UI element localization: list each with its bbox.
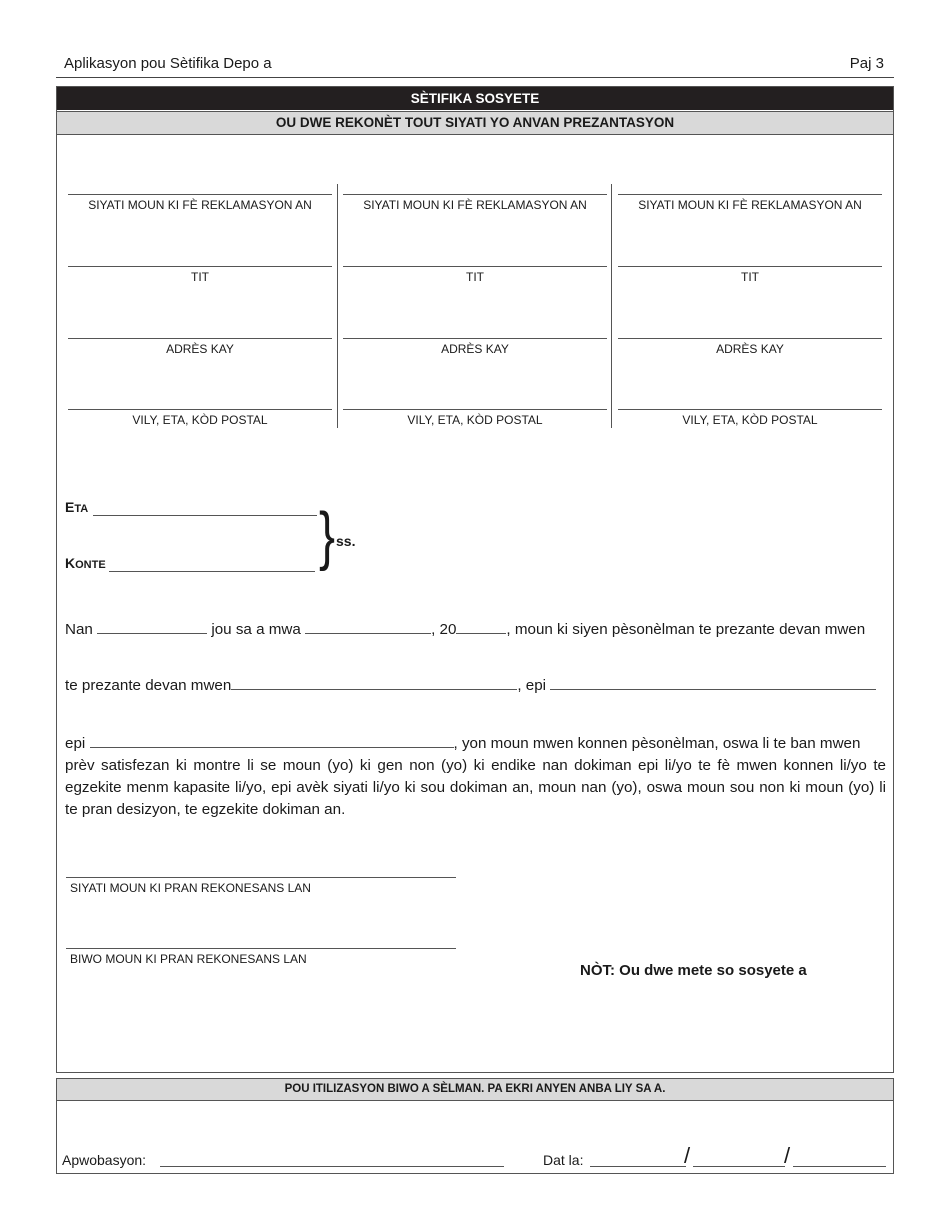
- appeared-second-input[interactable]: [550, 675, 876, 690]
- approval-label: Apwobasyon:: [62, 1152, 147, 1168]
- appeared-prefix: te prezante devan mwen: [65, 677, 232, 694]
- date-separator-icon: /: [784, 1143, 791, 1168]
- city-caption: VILY, ETA, KÒD POSTAL: [682, 413, 818, 427]
- address-caption: ADRÈS KAY: [441, 342, 509, 356]
- signature-caption: SIYATI MOUN KI FÈ REKLAMASYON AN: [88, 198, 312, 212]
- known-prefix: epi: [65, 735, 86, 752]
- approval-input-line[interactable]: [160, 1166, 504, 1167]
- certificate-subtitle: OU DWE REKONÈT TOUT SIYATI YO ANVAN PREZANTASYON: [57, 111, 893, 135]
- title-caption: TIT: [741, 270, 759, 284]
- signature-line[interactable]: [68, 194, 332, 195]
- city-line[interactable]: [343, 409, 607, 410]
- column-divider: [611, 184, 612, 428]
- office-use-section: [56, 1078, 894, 1174]
- certificate-section: [56, 86, 894, 1073]
- notary-office-line[interactable]: [66, 948, 456, 949]
- state-label-rest: TA: [74, 503, 89, 515]
- city-line[interactable]: [68, 409, 332, 410]
- known-person-line: [65, 733, 886, 755]
- date-label: Dat la:: [543, 1152, 584, 1168]
- corporate-seal-note: NÒT: Ou dwe mete so sosyete a: [580, 962, 807, 979]
- notary-office-caption: BIWO MOUN KI PRAN REKONESANS LAN: [70, 952, 307, 966]
- county-label-initial: K: [65, 555, 76, 571]
- notary-signature-line[interactable]: [66, 877, 456, 878]
- month-prefix: jou sa a mwa: [211, 621, 301, 638]
- acknowledgment-text: [65, 733, 886, 821]
- title-line[interactable]: [343, 266, 607, 267]
- year-input[interactable]: [456, 619, 506, 634]
- signature-caption: SIYATI MOUN KI FÈ REKLAMASYON AN: [363, 198, 587, 212]
- title-caption: TIT: [191, 270, 209, 284]
- date-month-input[interactable]: [590, 1166, 686, 1167]
- appeared-suffix: , epi: [517, 677, 547, 694]
- ss-label: ss.: [336, 533, 356, 549]
- date-day-input[interactable]: [693, 1166, 785, 1167]
- city-caption: VILY, ETA, KÒD POSTAL: [407, 413, 543, 427]
- title-caption: TIT: [466, 270, 484, 284]
- county-input-line[interactable]: [109, 571, 315, 572]
- title-line[interactable]: [68, 266, 332, 267]
- page-number: Paj 3: [849, 55, 884, 72]
- column-divider: [337, 184, 338, 428]
- signature-line[interactable]: [618, 194, 882, 195]
- address-line[interactable]: [68, 338, 332, 339]
- signature-line[interactable]: [343, 194, 607, 195]
- date-year-input[interactable]: [793, 1166, 886, 1167]
- month-input[interactable]: [305, 619, 431, 634]
- date-line-suffix: , moun ki siyen pèsonèlman te prezante devan mwen: [506, 621, 866, 638]
- office-use-title: POU ITILIZASYON BIWO A SÈLMAN. PA EKRI ANYEN ANBA LIY SA A.: [57, 1079, 893, 1101]
- brace-symbol: }: [319, 500, 336, 573]
- address-line[interactable]: [618, 338, 882, 339]
- county-label-rest: ONTE: [75, 559, 106, 571]
- date-separator-icon: /: [684, 1143, 691, 1168]
- notary-signature-caption: SIYATI MOUN KI PRAN REKONESANS LAN: [70, 881, 311, 895]
- form-title: Aplikasyon pou Sètifika Depo a: [64, 55, 272, 72]
- certificate-title: SÈTIFIKA SOSYETE: [57, 87, 893, 110]
- appeared-name-input[interactable]: [231, 675, 517, 690]
- state-input-line[interactable]: [93, 515, 317, 516]
- appeared-line: [65, 675, 885, 697]
- county-field: [65, 555, 106, 572]
- known-person-input[interactable]: [90, 733, 454, 748]
- city-caption: VILY, ETA, KÒD POSTAL: [132, 413, 268, 427]
- known-suffix: , yon moun mwen konnen pèsonèlman, oswa li te ban mwen: [453, 735, 861, 752]
- title-line[interactable]: [618, 266, 882, 267]
- day-input[interactable]: [97, 619, 207, 634]
- acknowledgment-paragraph: prèv satisfezan ki montre li se moun (yo) ki gen non (yo) ki endike nan dokiman epi li/yo te fè mwen konnen li/yo te egzekite menm kapasite li/yo, epi avèk siyati li/yo ki sou dokiman an, moun nan (yo), oswa moun sou non ki moun (yo) li te pran desizyon, te egzekite dokiman an.: [65, 757, 886, 818]
- address-caption: ADRÈS KAY: [716, 342, 784, 356]
- header-divider: [56, 77, 894, 78]
- day-prefix: Nan: [65, 621, 93, 638]
- signature-caption: SIYATI MOUN KI FÈ REKLAMASYON AN: [638, 198, 862, 212]
- state-label-initial: E: [65, 499, 75, 515]
- date-line: [65, 619, 885, 641]
- year-prefix: , 20: [431, 621, 457, 638]
- state-field: [65, 499, 88, 516]
- city-line[interactable]: [618, 409, 882, 410]
- address-line[interactable]: [343, 338, 607, 339]
- address-caption: ADRÈS KAY: [166, 342, 234, 356]
